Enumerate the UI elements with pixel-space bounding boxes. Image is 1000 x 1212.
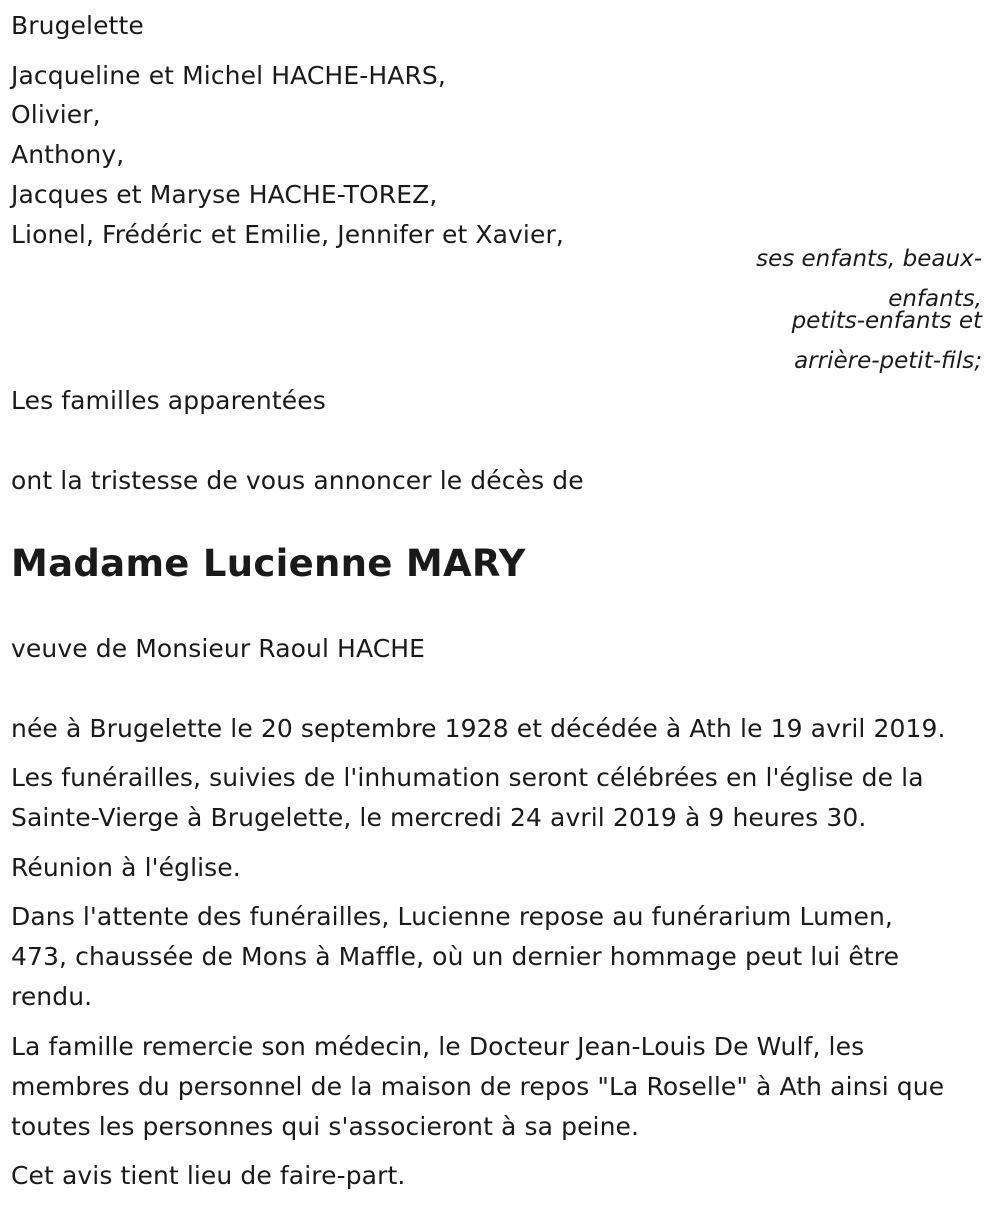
thanks-line: membres du personnel de la maison de repos "La Roselle" à Ath ainsi que [11,1072,945,1101]
funeral-line: Les funérailles, suivies de l'inhumation seront célébrées en l'église de la [11,763,924,792]
funeral-line: Sainte-Vierge à Brugelette, le mercredi 24 avril 2019 à 9 heures 30. [11,803,867,832]
thanks-line: La famille remercie son médecin, le Docteur Jean-Louis De Wulf, les [11,1032,865,1061]
deceased-name: Madame Lucienne MARY [11,542,526,585]
widow-of-line: veuve de Monsieur Raoul HACHE [11,634,426,663]
family-line: Lionel, Frédéric et Emilie, Jennifer et Xavier, [11,220,564,249]
announcement-line: ont la tristesse de vous annoncer le décès de [11,466,584,495]
rest-place-line: Dans l'attente des funérailles, Lucienne repose au funérarium Lumen, [11,902,893,931]
relatives-line: Les familles apparentées [11,386,326,415]
relationship-line: ses enfants, beaux- [756,246,982,272]
closing-line: Cet avis tient lieu de faire-part. [11,1161,406,1190]
rest-place-line: 473, chaussée de Mons à Maffle, où un dernier hommage peut lui être [11,942,900,971]
family-line: Anthony, [11,140,125,169]
family-line: Jacqueline et Michel HACHE-HARS, [11,61,446,90]
meeting-line: Réunion à l'église. [11,853,241,882]
relationship-line: arrière-petit-fils; [794,348,982,374]
birth-death-line: née à Brugelette le 20 septembre 1928 et décédée à Ath le 19 avril 2019. [11,714,946,743]
relationship-line: enfants, [888,286,982,312]
place-heading: Brugelette [11,11,144,40]
relationship-line: petits-enfants et [791,308,982,334]
family-line: Jacques et Maryse HACHE-TOREZ, [11,180,438,209]
rest-place-line: rendu. [11,982,93,1011]
family-line: Olivier, [11,100,101,129]
thanks-line: toutes les personnes qui s'associeront à sa peine. [11,1112,640,1141]
